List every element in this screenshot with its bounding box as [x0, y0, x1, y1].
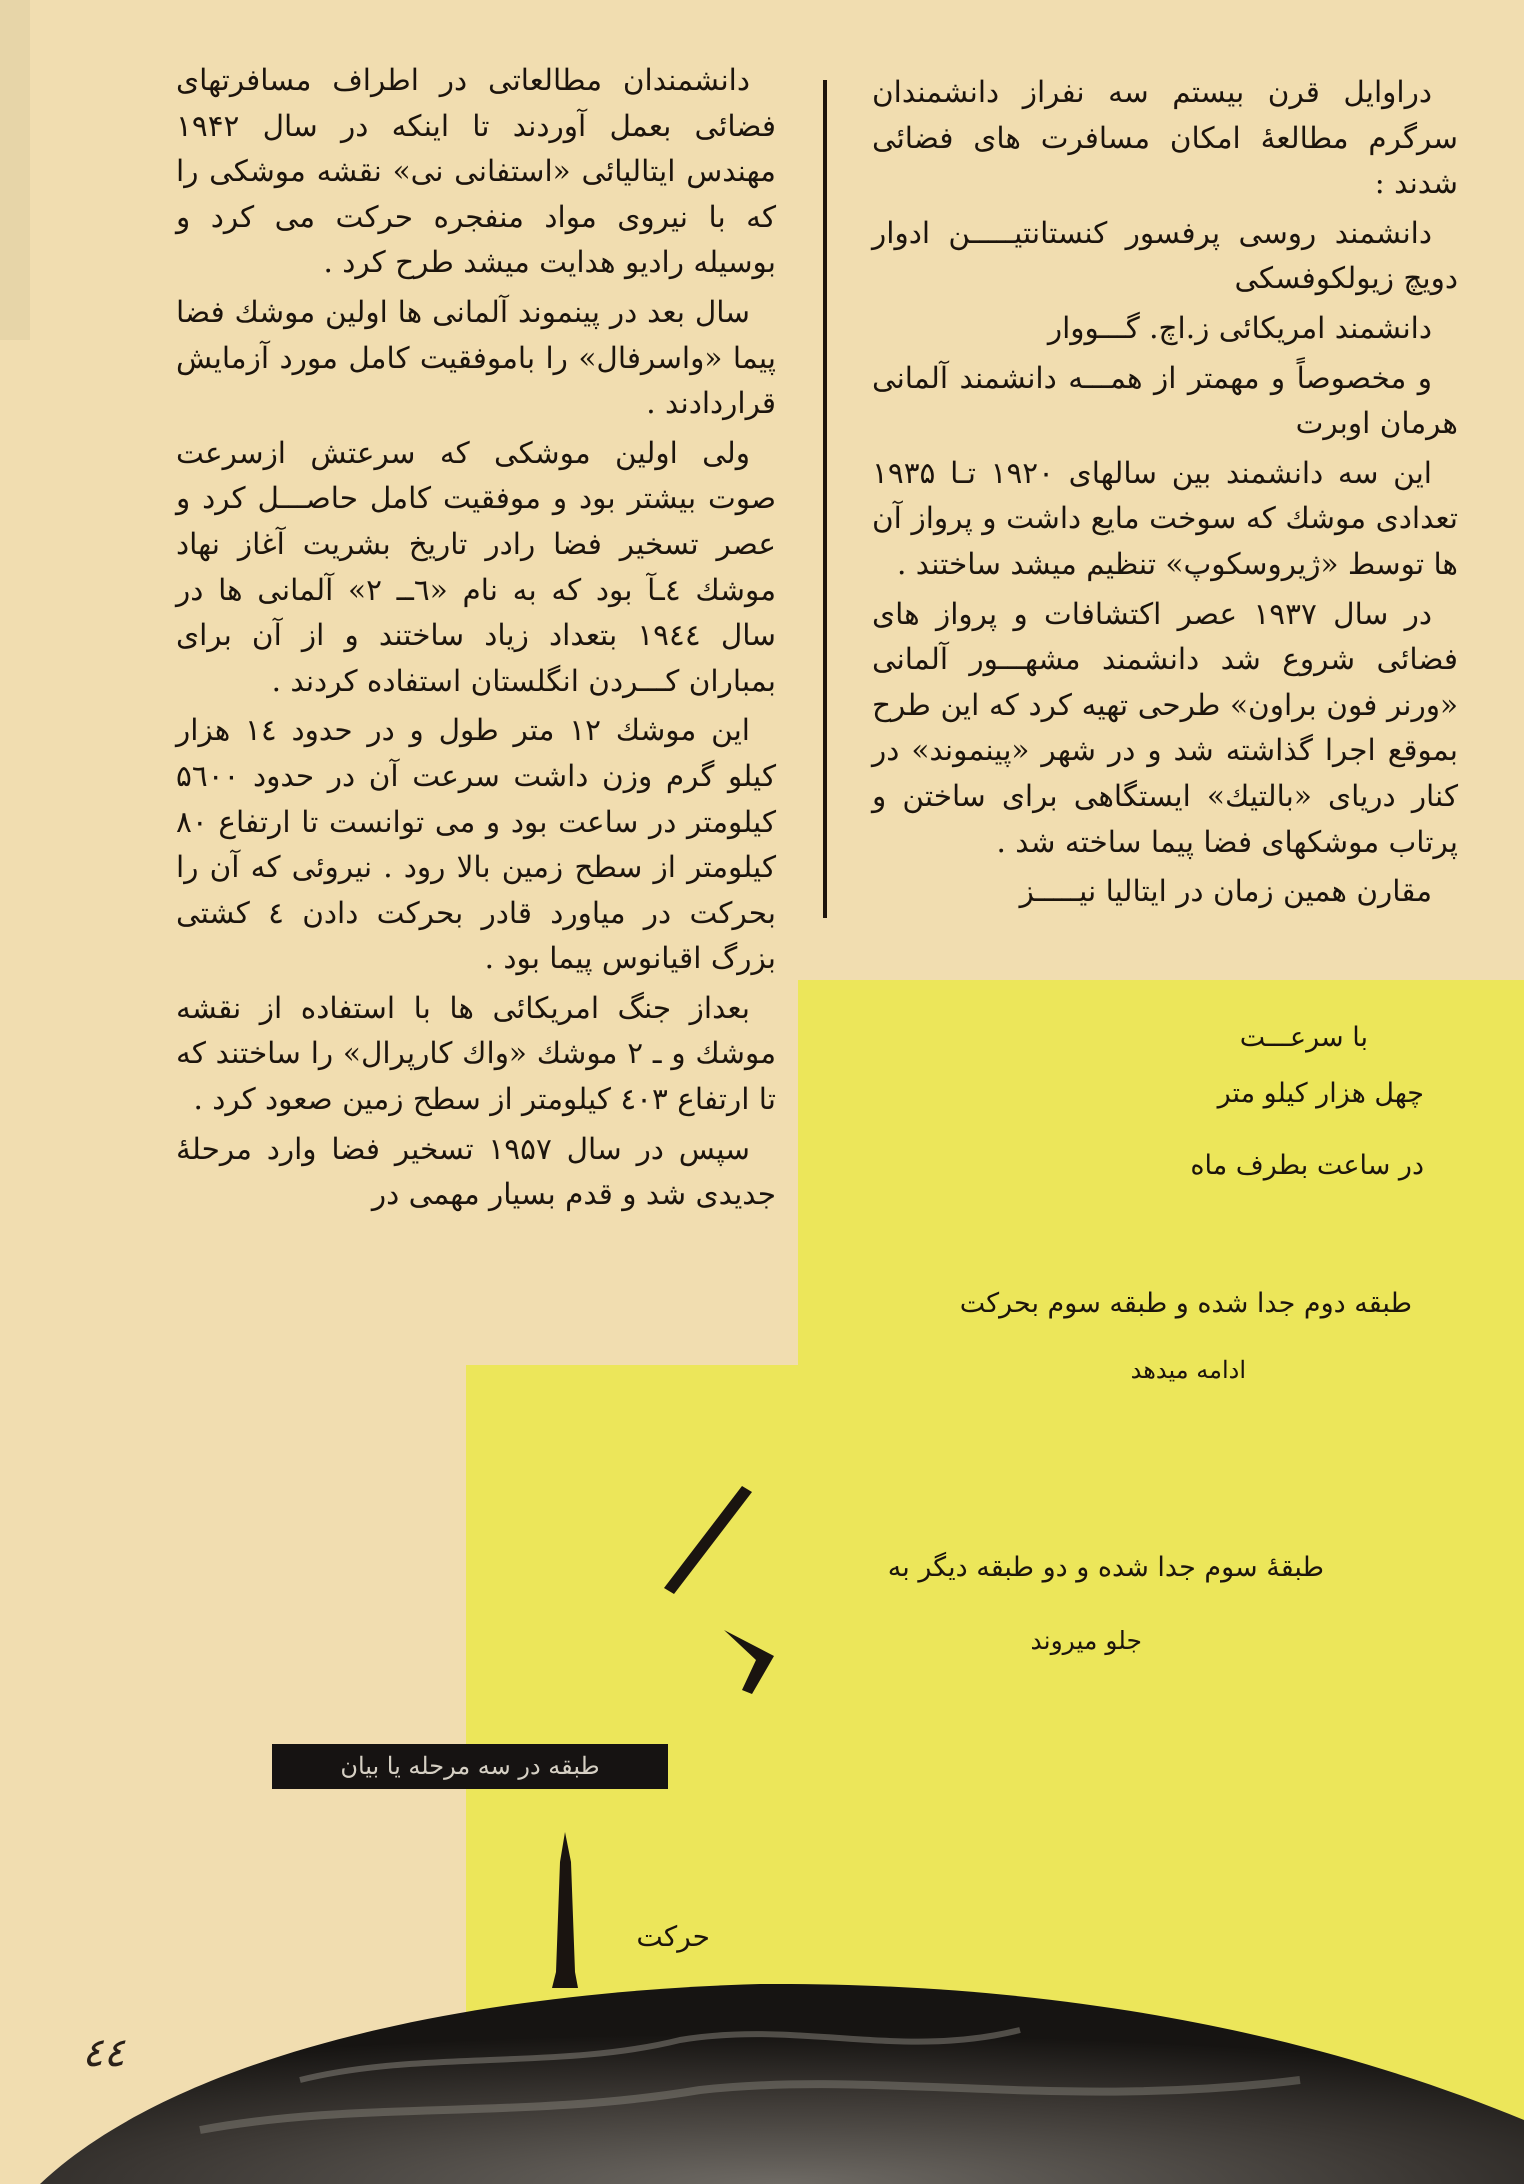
- paragraph: این سه دانشمند بین سالهای ۱۹۲۰ تـا ۱۹۳۵ تعدادی موشك که سوخت مایع داشت و پرواز آن ها توسط «ژیروسکوپ» تنظیم میشد ساختند .: [872, 455, 1458, 581]
- paragraph: در سال ۱۹۳۷ عصر اکتشافات و پرواز های فضائی شروع شد دانشمند مشهـــور آلمانی «ورنر فون براون» طرحی تهیه کرد که این طرح بموقع اجرا گذاشته شد و در شهر «پینموند» در کنار دریای «بالتیك» ایستگاهی برای ساختن و پرتاب موشکهای فضا پیما ساخته شد .: [872, 596, 1458, 859]
- paragraph: دانشمند امریکائی ز.اچ. گـــووار: [1047, 310, 1432, 345]
- earth-horizon-image: [0, 1960, 1524, 2184]
- page-number: ٤٤: [82, 2030, 125, 2076]
- paragraph: و مخصوصاً و مهمتر از همـــه دانشمند آلمانی هرمان اوبرت: [872, 360, 1458, 441]
- paragraph: دانشمندان مطالعاتی در اطراف مسافرتهای فضائی بعمل آوردند تا اینکه در سال ۱۹۴۲ مهندس ایتالیائی «استفانی نی» نقشه موشکی را که با نیروی مواد منفجره حرکت می کرد و بوسیله رادیو هدایت میشد طرح کرد .: [176, 63, 776, 280]
- article-right-column: [872, 70, 1458, 919]
- caption-stage2-line1: طبقه دوم جدا شده و طبقه سوم بحرکت: [959, 1288, 1412, 1319]
- paragraph: دانشمند روسی پرفسور کنستانتیـــــن ادوار دویچ زیولکوفسکی: [872, 215, 1458, 296]
- paragraph: این موشك ۱۲ متر طول و در حدود ۱٤ هزار کیلو گرم وزن داشت سرعت آن در حدود ۵٦۰۰ کیلومتر در ساعت بود و می توانست تا ارتفاع ۸۰ کیلومتر از سطح زمین بالا رود . نیروئی که آن را بحرکت در میاورد قادر بحرکت دادن ٤ کشتی بزرگ اقیانوس پیما بود .: [176, 713, 776, 976]
- paragraph: مقارن همین زمان در ایتالیا نیـــــز: [1019, 874, 1432, 909]
- paragraph: سپس در سال ۱۹۵۷ تسخیر فضا وارد مرحلهٔ جدیدی شد و قدم بسیار مهمی در: [176, 1131, 776, 1212]
- caption-speed-line1: با سرعـــت: [1239, 1022, 1368, 1053]
- paragraph: دراوایل قرن بیستم سه نفراز دانشمندان سرگرم مطالعهٔ امکان مسافرت های فضائی شدند :: [872, 75, 1458, 201]
- paragraph: ولی اولین موشکی که سرعتش ازسرعت صوت بیشتر بود و موفقیت کامل حاصـــل کرد و عصر تسخیر فضا رادر تاریخ بشریت آغاز نهاد موشك ٤ـآ بود که به نام «٦ــ ٢» آلمانی ها در سال ۱۹٤٤ بتعداد زیاد ساختند و از آن برای بمباران کـــردن انگلستان استفاده کردند .: [176, 435, 776, 698]
- rocket-stage-middle-icon: [720, 1620, 780, 1700]
- caption-launch: حرکت: [636, 1920, 710, 1953]
- caption-stage3-line1: طبقهٔ سوم جدا شده و دو طبقه دیگر به: [887, 1552, 1324, 1583]
- stage-label-bar: طبقه در سه مرحله یا بیان: [272, 1744, 668, 1789]
- article-left-column: [176, 58, 776, 1222]
- paragraph: سال بعد در پینموند آلمانی ها اولین موشك فضا پیما «واسرفال» را باموفقیت کامل مورد آزمایش قراردادند .: [176, 294, 776, 421]
- caption-stage3-line2: جلو میروند: [1030, 1626, 1142, 1655]
- caption-stage2-line2: ادامه میدهد: [1130, 1356, 1246, 1384]
- caption-speed-line2: چهل هزار کیلو متر: [1217, 1078, 1424, 1109]
- caption-speed-line3: در ساعت بطرف ماه: [1190, 1150, 1424, 1181]
- paragraph: بعداز جنگ امریکائی ها با استفاده از نقشه موشك و ـ ۲ موشك «واك کارپرال» را ساختند که تا ارتفاع ٤۰۳ کیلومتر از سطح زمین صعود کرد .: [176, 990, 776, 1117]
- rocket-stage-upper-icon: [660, 1482, 760, 1602]
- column-divider: [823, 80, 827, 918]
- paper-tint: [0, 0, 30, 340]
